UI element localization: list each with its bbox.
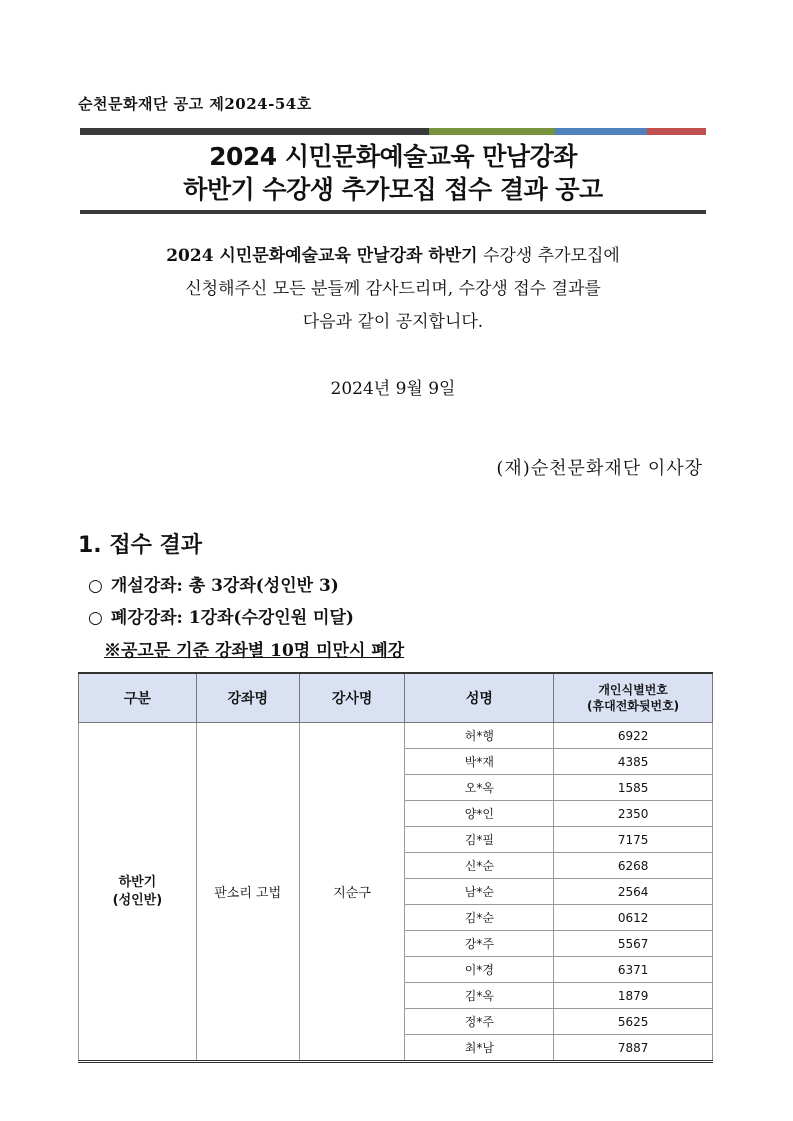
student-name: 박*재 (405, 749, 554, 775)
student-name: 강*주 (405, 931, 554, 957)
header-course: 강좌명 (196, 673, 299, 723)
notice-number: 순천문화재단 공고 제2024-54호 (78, 95, 312, 113)
student-name: 정*주 (405, 1009, 554, 1035)
student-id: 5625 (554, 1009, 713, 1035)
intro-paragraph (80, 240, 706, 339)
student-id: 6371 (554, 957, 713, 983)
bullet-closed-courses (88, 603, 354, 628)
header-instructor: 강사명 (299, 673, 405, 723)
student-name: 김*순 (405, 905, 554, 931)
student-id: 2350 (554, 801, 713, 827)
table-row (79, 723, 713, 749)
student-name: 김*필 (405, 827, 554, 853)
student-id: 0612 (554, 905, 713, 931)
group-label-line-2: (성인반) (112, 892, 163, 908)
course-cell: 판소리 고법 (196, 723, 299, 1062)
table-header-row (79, 673, 713, 723)
intro-line-1 (80, 240, 706, 273)
instructor-cell: 지순구 (299, 723, 405, 1062)
title-line-1: 2024 시민문화예술교육 만남강좌 (209, 142, 577, 171)
color-bar-dark (80, 128, 429, 135)
student-id: 6268 (554, 853, 713, 879)
student-name: 남*순 (405, 879, 554, 905)
page-title (80, 140, 706, 206)
group-cell (79, 723, 197, 1062)
header-id-line-2: (휴대전화뒷번호) (587, 699, 680, 713)
header-name: 성명 (405, 673, 554, 723)
color-bar-green (429, 128, 555, 135)
title-line-2: 하반기 수강생 추가모집 접수 결과 공고 (183, 175, 603, 204)
student-id: 7175 (554, 827, 713, 853)
student-id: 1879 (554, 983, 713, 1009)
header-category: 구분 (79, 673, 197, 723)
student-name: 최*남 (405, 1035, 554, 1062)
header-id (554, 673, 713, 723)
section-title: 1. 접수 결과 (78, 533, 202, 558)
group-label-line-1: 하반기 (118, 874, 157, 890)
student-name: 이*경 (405, 957, 554, 983)
decorative-color-bar (80, 128, 706, 135)
intro-line-2: 신청해주신 모든 분들께 감사드리며, 수강생 접수 결과를 (185, 279, 601, 299)
student-name: 양*인 (405, 801, 554, 827)
student-id: 5567 (554, 931, 713, 957)
issuer: (재)순천문화재단 이사장 (496, 458, 703, 479)
student-name: 허*행 (405, 723, 554, 749)
header-id-line-1: 개인식별번호 (598, 683, 668, 697)
bullet-open-courses-text: 개설강좌: 총 3강좌(성인반 3) (110, 576, 339, 596)
color-bar-orange (647, 128, 706, 135)
student-id: 4385 (554, 749, 713, 775)
student-id: 2564 (554, 879, 713, 905)
intro-line-3: 다음과 같이 공지합니다. (302, 312, 484, 332)
bullet-closed-courses-text: 폐강강좌: 1강좌(수강인원 미달) (110, 608, 354, 628)
student-name: 김*옥 (405, 983, 554, 1009)
student-name: 신*순 (405, 853, 554, 879)
closure-note: ※공고문 기준 강좌별 10명 미만시 폐강 (104, 641, 405, 661)
student-id: 6922 (554, 723, 713, 749)
announcement-date: 2024년 9월 9일 (330, 379, 456, 399)
circle-bullet-icon: ○ (88, 576, 103, 596)
title-underline (80, 210, 706, 214)
intro-line-1-rest: 수강생 추가모집에 (477, 246, 620, 266)
student-name: 오*옥 (405, 775, 554, 801)
intro-line-1-bold: 2024 시민문화예술교육 만날강좌 하반기 (166, 246, 478, 266)
result-table (78, 672, 713, 1063)
circle-bullet-icon: ○ (88, 608, 103, 628)
student-id: 1585 (554, 775, 713, 801)
color-bar-blue (555, 128, 647, 135)
bullet-open-courses (88, 571, 339, 596)
student-id: 7887 (554, 1035, 713, 1062)
